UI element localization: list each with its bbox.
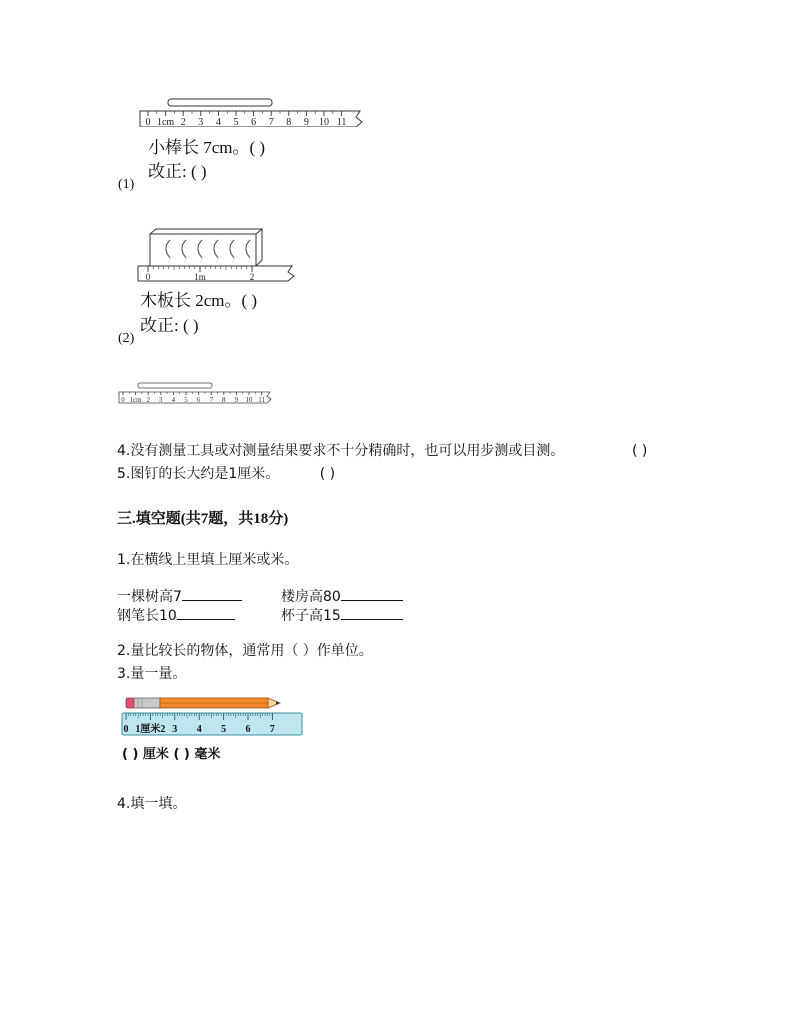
ruler-label: 10 xyxy=(245,396,253,404)
fill-blank-building[interactable] xyxy=(341,588,403,601)
ruler-label: 5 xyxy=(221,724,227,735)
fill-q2: 2.量比较长的物体，通常用（ ）作单位。 xyxy=(117,643,373,659)
ruler-label: 1cm xyxy=(129,396,142,404)
ruler-body xyxy=(138,266,294,281)
ruler-label: 3 xyxy=(198,117,204,127)
fill-item-building xyxy=(281,588,403,606)
ruler-label: 6 xyxy=(245,724,251,735)
fill-item-pen xyxy=(117,607,235,625)
question-marker-2: (2) xyxy=(118,331,135,346)
pencil-ruler-figure xyxy=(118,693,308,739)
ruler-label: 2 xyxy=(180,117,186,127)
ruler-label: 9 xyxy=(234,396,239,404)
small-ruler-figure xyxy=(118,382,276,406)
ruler-label: 6 xyxy=(196,396,201,404)
ruler-label: 4 xyxy=(171,396,176,404)
ruler-label: 2 xyxy=(146,396,150,404)
ruler-label: 4 xyxy=(215,117,221,127)
pencil-eraser xyxy=(126,698,134,708)
stick-ruler-figure xyxy=(138,95,368,127)
ruler-label: 1cm xyxy=(156,117,175,127)
ruler-label: 6 xyxy=(251,117,257,127)
judge-q4-text: 4.没有测量工具或对测量结果要求不十分精确时，也可以用步测或目测。 xyxy=(117,443,565,459)
fill-item-tree-label: 一棵树高7 xyxy=(117,589,182,605)
fill-item-cup-label: 杯子高15 xyxy=(281,608,341,624)
ruler-label: 7 xyxy=(269,724,275,735)
ruler-label: 8 xyxy=(222,396,226,404)
board-ruler-figure xyxy=(136,226,306,288)
ruler-label: 0 xyxy=(145,272,151,282)
fill-q3: 3.量一量。 xyxy=(117,666,187,682)
fill-blank-pen[interactable] xyxy=(177,607,235,620)
pencil-answer[interactable]: ( ) 厘米 ( ) 毫米 xyxy=(122,747,221,762)
ruler-label: 0 xyxy=(121,396,125,404)
ruler-label: 5 xyxy=(184,396,188,404)
ruler-label: 10 xyxy=(319,117,329,127)
judge-q4 xyxy=(117,442,564,460)
board-correction: 改正: ( ) xyxy=(140,316,199,335)
ruler-label: 11 xyxy=(336,117,347,127)
ruler-label: 2 xyxy=(249,272,255,282)
figure-2 xyxy=(136,226,306,338)
fill-q4: 4.填一填。 xyxy=(117,796,187,812)
ruler-label: 0 xyxy=(145,117,151,127)
ruler-label: 1厘米2 xyxy=(135,724,166,735)
fill-blank-tree[interactable] xyxy=(182,588,242,601)
fill-item-pen-label: 钢笔长10 xyxy=(117,608,177,624)
fill-item-tree xyxy=(117,588,242,606)
stick xyxy=(138,383,212,388)
ruler-label: 8 xyxy=(286,117,292,127)
fill-item-cup xyxy=(281,607,403,625)
ruler-label: 3 xyxy=(172,724,178,735)
ruler-label: 9 xyxy=(303,117,309,127)
judge-q5 xyxy=(117,465,335,483)
board xyxy=(150,229,262,266)
judge-q5-answer[interactable]: ( ) xyxy=(319,466,336,482)
ruler-label: 4 xyxy=(196,724,202,735)
ruler-label: 5 xyxy=(233,117,239,127)
ruler-label: 11 xyxy=(258,396,265,404)
fill-blank-cup[interactable] xyxy=(341,607,403,620)
ruler-label: 1m xyxy=(194,272,206,282)
question-marker-1: (1) xyxy=(118,177,135,192)
stick-correction: 改正: ( ) xyxy=(148,162,207,181)
fill-q1: 1.在横线上里填上厘米或米。 xyxy=(117,552,299,568)
section-title: 三.填空题(共7题，共18分) xyxy=(117,511,289,527)
stick xyxy=(168,99,272,106)
fill-item-building-label: 楼房高80 xyxy=(281,589,341,605)
ruler-label: 7 xyxy=(268,117,274,127)
stick-statement: 小棒长 7cm。( ) xyxy=(148,138,266,157)
ruler-label: 3 xyxy=(159,396,163,404)
ruler-label: 0 xyxy=(123,724,129,735)
judge-q5-text: 5.图钉的长大约是1厘米。 xyxy=(117,466,280,482)
ruler-label: 7 xyxy=(209,396,213,404)
figure-1 xyxy=(138,95,368,187)
board-statement: 木板长 2cm。( ) xyxy=(140,291,258,310)
judge-q4-answer[interactable]: ( ) xyxy=(632,443,648,459)
